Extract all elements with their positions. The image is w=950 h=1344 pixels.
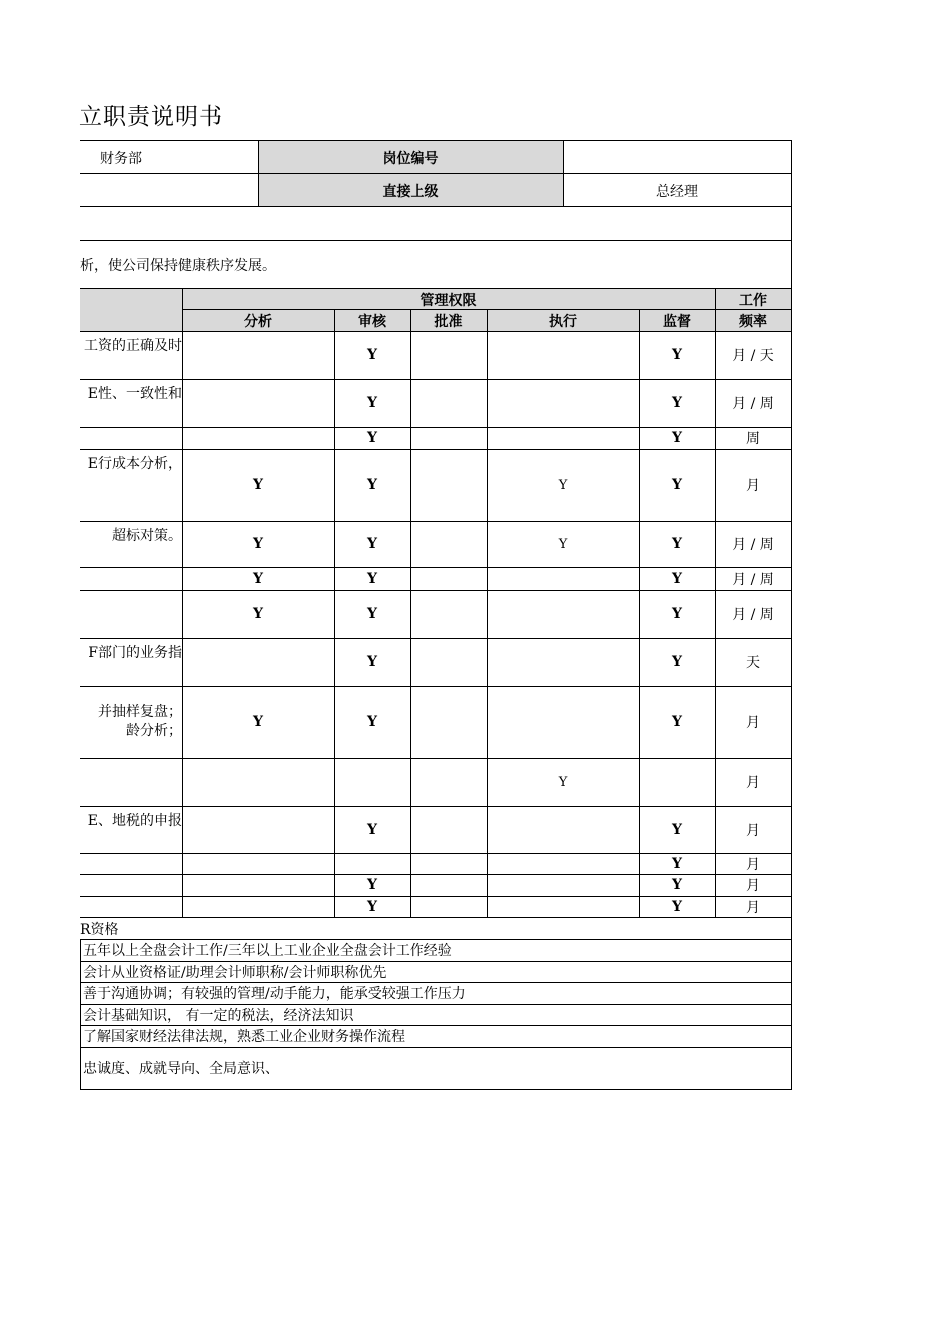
duty-description-line: E、地税的申报 bbox=[87, 813, 182, 829]
frequency-cell: 月 bbox=[746, 478, 760, 494]
duty-description bbox=[80, 806, 182, 853]
grid-line-h bbox=[80, 896, 791, 897]
column-header-execute: 执行 bbox=[487, 310, 639, 331]
superior-label: 直接上级 bbox=[258, 174, 563, 207]
qualification-knowledge: 会计基础知识， 有一定的税法，经济法知识 bbox=[83, 1007, 354, 1024]
duty-description bbox=[80, 427, 182, 449]
grid-line-h bbox=[80, 140, 791, 141]
authority-approve-cell bbox=[410, 590, 487, 638]
duty-description-line: 龄分析； bbox=[126, 723, 182, 739]
duty-description-line: F部门的业务指 bbox=[88, 645, 182, 661]
column-header-approve: 批准 bbox=[410, 310, 487, 331]
column-header-analyze: 分析 bbox=[182, 310, 334, 331]
authority-approve-cell bbox=[410, 331, 487, 379]
frequency-cell: 天 bbox=[746, 655, 760, 671]
authority-supervise-cell: Y bbox=[672, 654, 682, 670]
grid-line-h bbox=[80, 686, 791, 687]
position-summary: 析，使公司保持健康秩序发展。 bbox=[80, 258, 276, 274]
authority-analyze-cell bbox=[182, 874, 334, 896]
qualification-regulations: 了解国家财经法律法规，熟悉工业企业财务操作流程 bbox=[83, 1029, 405, 1045]
page-title: 立职责说明书 bbox=[79, 104, 223, 130]
authority-review-cell: Y bbox=[367, 821, 377, 838]
frequency-cell: 月 / 周 bbox=[732, 571, 774, 588]
grid-line-v bbox=[182, 288, 183, 917]
qualification-experience: 五年以上全盘会计工作/三年以上工业企业全盘会计工作经验 bbox=[83, 943, 452, 959]
frequency-cell: 月 bbox=[746, 856, 760, 873]
grid-line-h bbox=[80, 567, 791, 568]
authority-approve-cell bbox=[410, 449, 487, 521]
authority-review-cell: Y bbox=[367, 606, 377, 622]
frequency-cell: 周 bbox=[746, 431, 760, 447]
authority-supervise-cell: Y bbox=[672, 821, 682, 838]
authority-analyze-cell: Y bbox=[253, 714, 263, 730]
authority-supervise-cell bbox=[639, 758, 715, 806]
authority-review-cell: Y bbox=[367, 477, 377, 493]
grid-line-v bbox=[487, 309, 488, 917]
column-header-supervise: 监督 bbox=[639, 310, 715, 331]
grid-line-h bbox=[80, 917, 791, 918]
authority-analyze-cell: Y bbox=[253, 477, 263, 493]
authority-analyze-cell: Y bbox=[253, 536, 263, 552]
authority-approve-cell bbox=[410, 806, 487, 853]
duty-description-line: 超标对策。 bbox=[112, 528, 182, 544]
authority-execute-cell bbox=[487, 806, 639, 853]
grid-line-h bbox=[80, 638, 791, 639]
grid-line-v bbox=[258, 140, 259, 206]
authority-review-cell: Y bbox=[367, 430, 377, 446]
frequency-cell: 月 / 周 bbox=[732, 537, 774, 553]
grid-line-v bbox=[563, 140, 564, 206]
authority-analyze-cell bbox=[182, 331, 334, 379]
frequency-cell: 月 / 天 bbox=[732, 348, 774, 364]
authority-group-header: 管理权限 bbox=[182, 289, 715, 310]
authority-supervise-cell: Y bbox=[672, 714, 682, 730]
authority-supervise-cell: Y bbox=[672, 877, 682, 893]
grid-line-h bbox=[80, 288, 791, 289]
duty-description-line: E性、一致性和 bbox=[87, 386, 182, 402]
authority-review-cell: Y bbox=[367, 877, 377, 893]
authority-analyze-cell bbox=[182, 638, 334, 686]
authority-analyze-cell bbox=[182, 379, 334, 427]
frequency-cell: 月 bbox=[746, 900, 760, 916]
authority-execute-cell bbox=[487, 567, 639, 590]
authority-review-cell: Y bbox=[367, 347, 377, 363]
grid-line-h bbox=[80, 206, 791, 207]
authority-analyze-cell bbox=[182, 853, 334, 874]
authority-analyze-cell: Y bbox=[253, 570, 263, 587]
authority-review-cell: Y bbox=[367, 899, 377, 915]
authority-review-cell: Y bbox=[367, 714, 377, 730]
duty-description bbox=[80, 874, 182, 896]
authority-execute-cell bbox=[487, 379, 639, 427]
frequency-cell: 月 bbox=[746, 822, 760, 839]
duty-description bbox=[80, 590, 182, 638]
grid-line-h bbox=[80, 874, 791, 875]
authority-approve-cell bbox=[410, 874, 487, 896]
column-header-review: 审核 bbox=[334, 310, 410, 331]
authority-review-cell: Y bbox=[367, 570, 377, 587]
duty-description-line: 并抽样复盘； bbox=[98, 704, 182, 720]
duty-description bbox=[80, 758, 182, 806]
authority-analyze-cell bbox=[182, 806, 334, 853]
grid-line-h bbox=[80, 853, 791, 854]
duty-description bbox=[80, 379, 182, 427]
authority-execute-cell bbox=[487, 853, 639, 874]
superior-value: 总经理 bbox=[656, 183, 698, 200]
qualifications-heading: R资格 bbox=[80, 921, 119, 938]
authority-execute-cell bbox=[487, 331, 639, 379]
grid-line-h bbox=[80, 590, 791, 591]
authority-approve-cell bbox=[410, 638, 487, 686]
authority-execute-cell bbox=[487, 590, 639, 638]
authority-review-cell bbox=[334, 853, 410, 874]
grid-line-h bbox=[80, 806, 791, 807]
authority-review-cell: Y bbox=[367, 395, 377, 411]
authority-approve-cell bbox=[410, 379, 487, 427]
authority-approve-cell bbox=[410, 567, 487, 590]
frequency-cell: 月 bbox=[746, 715, 760, 731]
duty-description bbox=[80, 853, 182, 874]
grid-line-h bbox=[80, 427, 791, 428]
authority-supervise-cell: Y bbox=[672, 899, 682, 915]
grid-line-h bbox=[80, 449, 791, 450]
department-value: 财务部 bbox=[100, 150, 142, 167]
duty-description bbox=[80, 331, 182, 379]
grid-line-h bbox=[80, 1089, 791, 1090]
grid-line-h bbox=[80, 961, 791, 962]
grid-line-h bbox=[80, 240, 791, 241]
authority-supervise-cell: Y bbox=[672, 570, 682, 587]
grid-line-h bbox=[80, 1004, 791, 1005]
authority-supervise-cell: Y bbox=[672, 536, 682, 552]
authority-approve-cell bbox=[410, 896, 487, 918]
authority-approve-cell bbox=[410, 521, 487, 567]
authority-supervise-cell: Y bbox=[672, 855, 682, 872]
authority-header-blank bbox=[80, 289, 182, 331]
qualification-certificate: 会计从业资格证/助理会计师职称/会计师职称优先 bbox=[83, 964, 387, 981]
grid-line-h bbox=[80, 331, 791, 332]
duty-description bbox=[80, 567, 182, 590]
authority-execute-cell bbox=[487, 874, 639, 896]
grid-line-h bbox=[80, 1047, 791, 1048]
grid-line-v bbox=[334, 309, 335, 917]
grid-line-v bbox=[639, 309, 640, 917]
authority-execute-cell bbox=[487, 427, 639, 449]
grid-line-v bbox=[715, 288, 716, 917]
authority-execute-cell bbox=[487, 896, 639, 918]
qualification-attitude: 忠诚度、成就导向、全局意识、 bbox=[83, 1061, 279, 1077]
authority-approve-cell bbox=[410, 853, 487, 874]
grid-line-h bbox=[80, 758, 791, 759]
grid-line-h bbox=[80, 1025, 791, 1026]
authority-analyze-cell bbox=[182, 758, 334, 806]
authority-approve-cell bbox=[410, 427, 487, 449]
duty-description bbox=[80, 638, 182, 686]
authority-analyze-cell: Y bbox=[253, 606, 263, 622]
frequency-cell: 月 bbox=[746, 878, 760, 894]
authority-supervise-cell: Y bbox=[672, 606, 682, 622]
frequency-cell: 月 / 周 bbox=[732, 396, 774, 412]
authority-execute-cell bbox=[487, 686, 639, 758]
authority-execute-cell: Y bbox=[558, 536, 568, 552]
authority-approve-cell bbox=[410, 758, 487, 806]
frequency-cell: 月 bbox=[746, 775, 760, 791]
frequency-header-line1: 工作 bbox=[715, 289, 791, 310]
duty-description bbox=[80, 521, 182, 567]
grid-line-h bbox=[80, 173, 791, 174]
duty-description bbox=[80, 686, 182, 758]
authority-analyze-cell bbox=[182, 427, 334, 449]
grid-line-h bbox=[80, 939, 791, 940]
authority-approve-cell bbox=[410, 686, 487, 758]
authority-supervise-cell: Y bbox=[672, 395, 682, 411]
duty-description-line: 工资的正确及时 bbox=[84, 338, 182, 354]
frequency-header-line2: 频率 bbox=[715, 310, 791, 331]
post-code-label: 岗位编号 bbox=[258, 141, 563, 174]
duty-description bbox=[80, 449, 182, 521]
authority-review-cell bbox=[334, 758, 410, 806]
grid-line-h bbox=[80, 521, 791, 522]
authority-execute-cell: Y bbox=[558, 774, 568, 790]
authority-execute-cell bbox=[487, 638, 639, 686]
grid-line-v bbox=[80, 939, 81, 1090]
grid-line-v bbox=[410, 309, 411, 917]
grid-line-h bbox=[80, 982, 791, 983]
authority-supervise-cell: Y bbox=[672, 347, 682, 363]
authority-execute-cell: Y bbox=[558, 477, 568, 493]
authority-review-cell: Y bbox=[367, 654, 377, 670]
qualification-ability: 善于沟通协调；有较强的管理/动手能力，能承受较强工作压力 bbox=[83, 986, 466, 1002]
frequency-cell: 月 / 周 bbox=[732, 607, 774, 623]
authority-review-cell: Y bbox=[367, 536, 377, 552]
duty-description-line: E行成本分析， bbox=[87, 456, 182, 472]
grid-line-h bbox=[80, 379, 791, 380]
duty-description bbox=[80, 896, 182, 918]
grid-line-v bbox=[791, 140, 792, 1090]
authority-supervise-cell: Y bbox=[672, 477, 682, 493]
post-code-value bbox=[563, 141, 791, 174]
authority-analyze-cell bbox=[182, 896, 334, 918]
authority-supervise-cell: Y bbox=[672, 430, 682, 446]
